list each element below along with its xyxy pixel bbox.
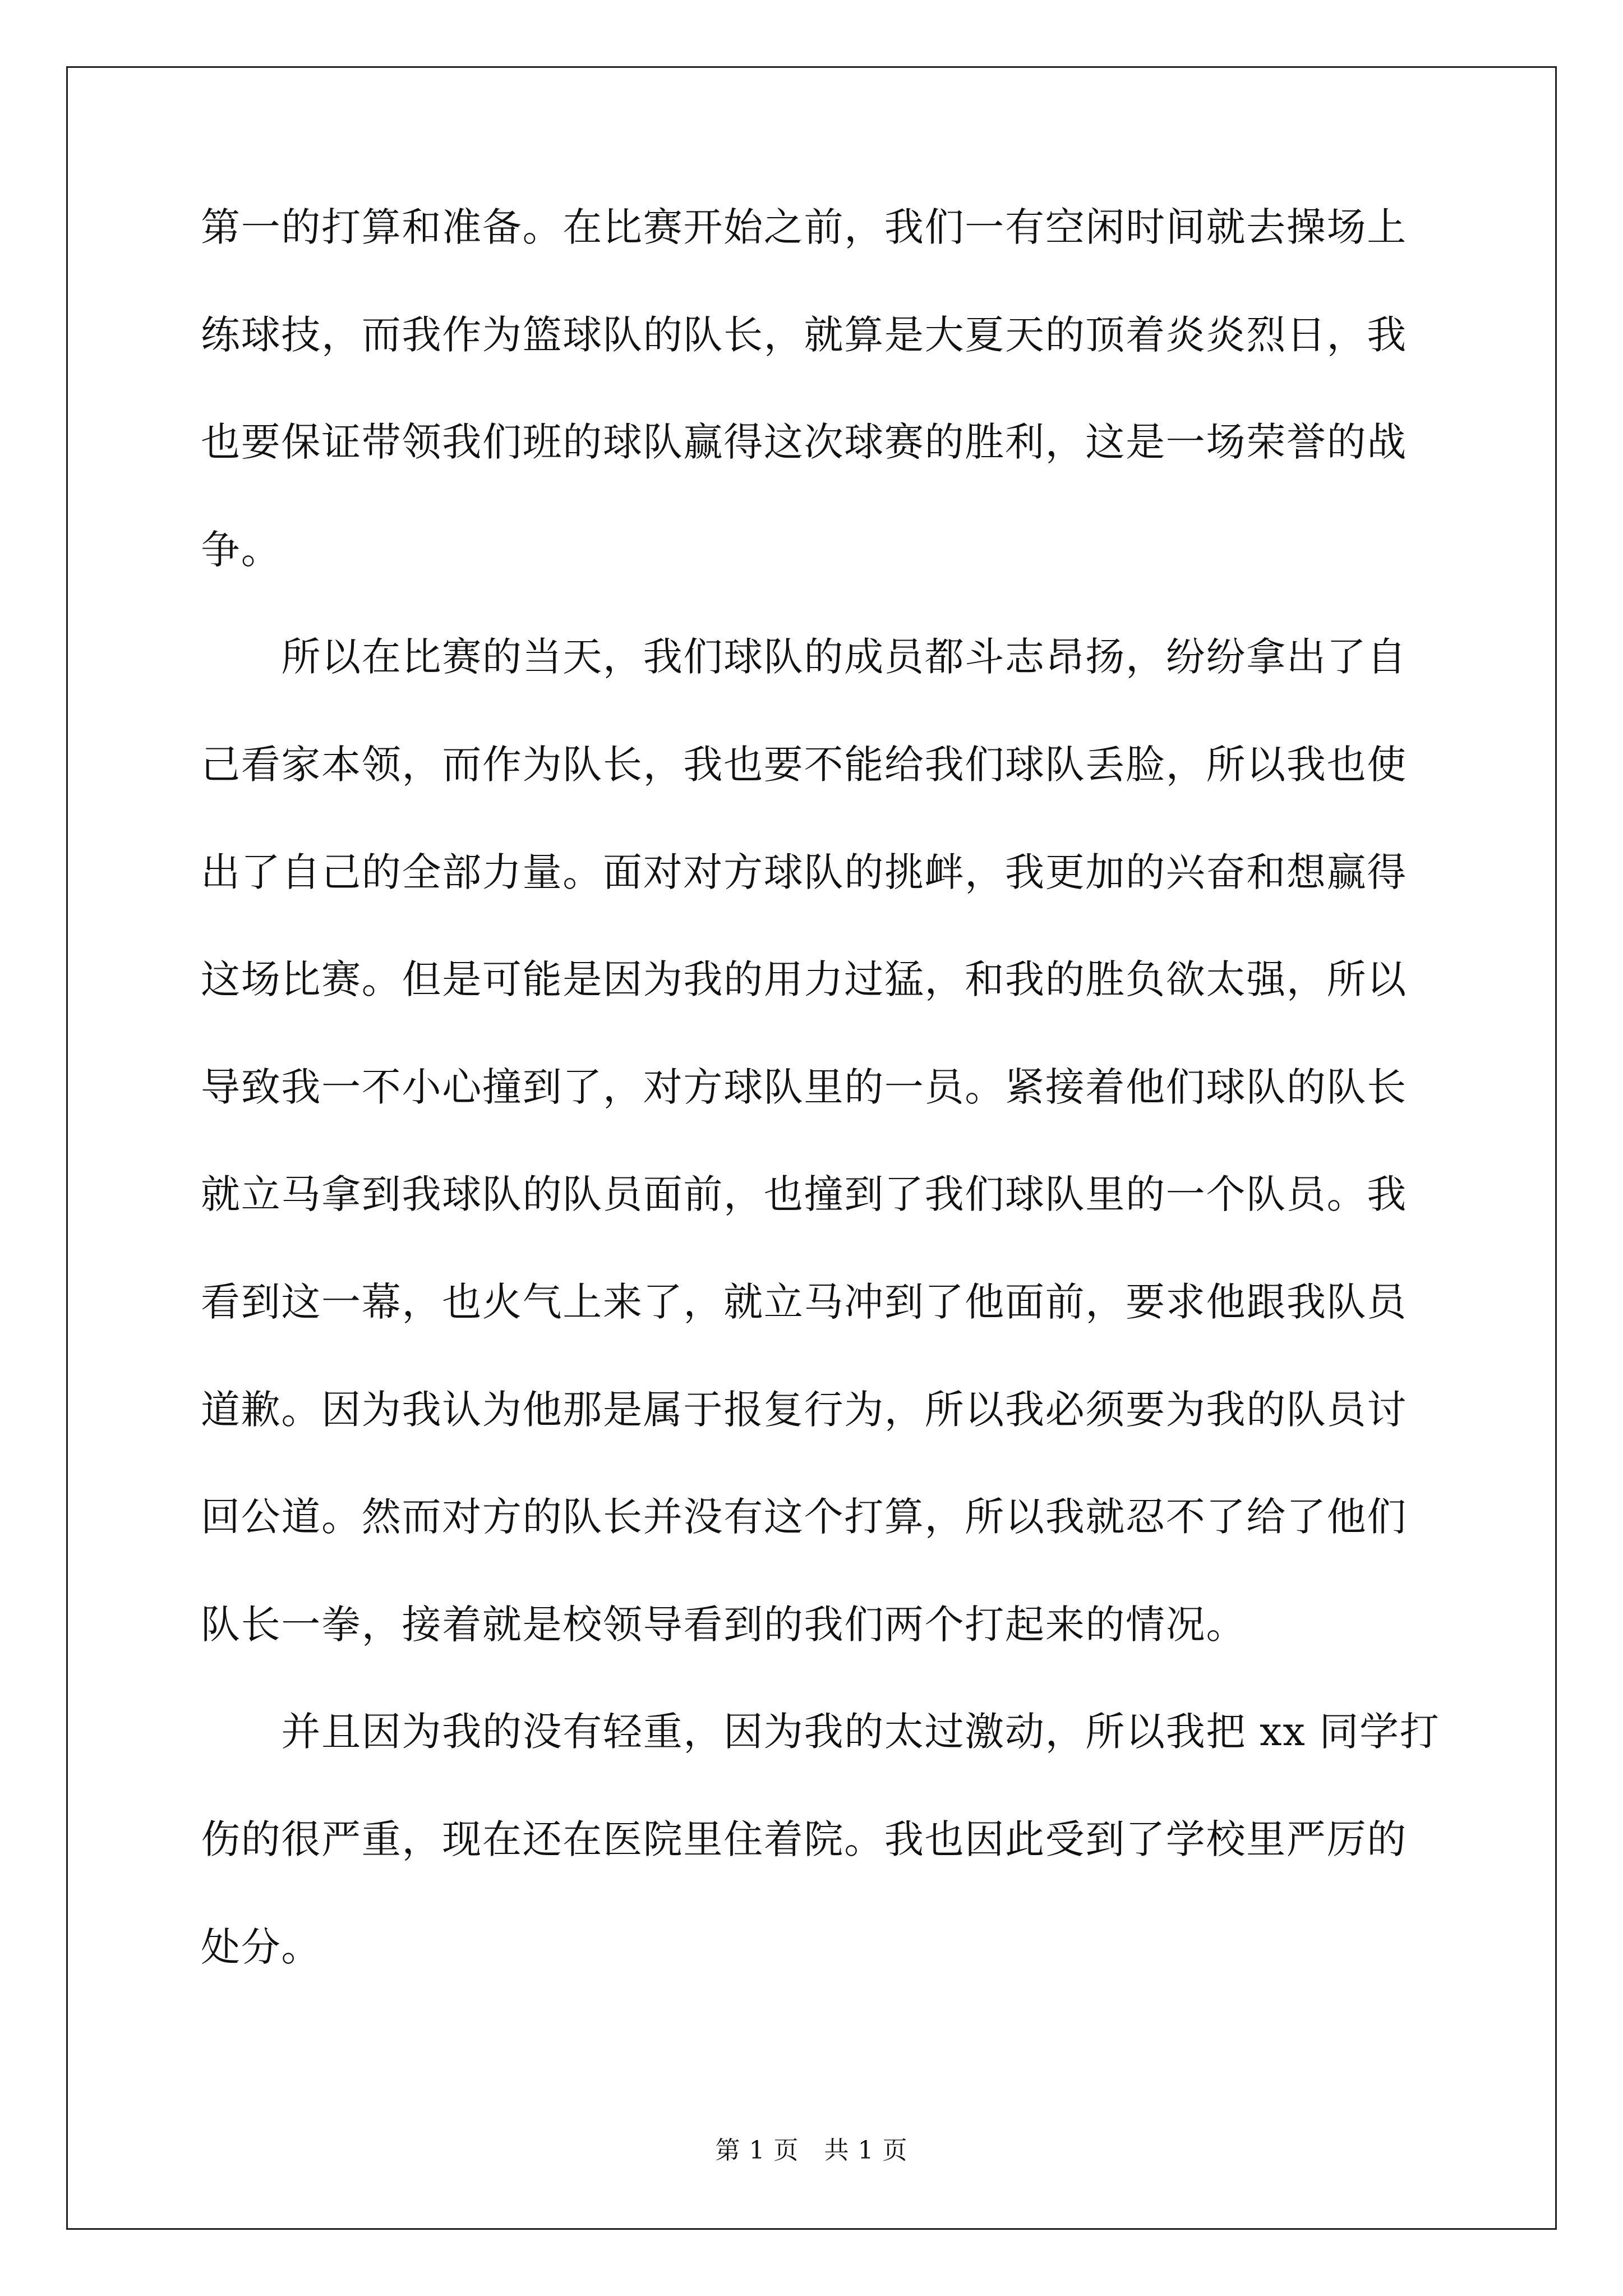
text-line: 道歉。因为我认为他那是属于报复行为，所以我必须要为我的队员讨 — [201, 1386, 1407, 1433]
text-line: 也要保证带领我们班的球队赢得这次球赛的胜利，这是一场荣誉的战 — [201, 419, 1407, 466]
text-line: 队长一拳，接着就是校领导看到的我们两个打起来的情况。 — [201, 1601, 1247, 1648]
text-line: 看到这一幕，也火气上来了，就立马冲到了他面前，要求他跟我队员 — [201, 1278, 1407, 1325]
text-line: 伤的很严重，现在还在医院里住着院。我也因此受到了学校里严厉的 — [201, 1816, 1407, 1862]
text-line: 回公道。然而对方的队长并没有这个打算，所以我就忍不了给了他们 — [201, 1494, 1407, 1540]
text-line: 出了自己的全部力量。面对对方球队的挑衅，我更加的兴奋和想赢得 — [201, 849, 1407, 895]
text-line: 这场比赛。但是可能是因为我的用力过猛，和我的胜负欲太强，所以 — [201, 956, 1407, 1003]
page-number-footer: 第 1 页 共 1 页 — [715, 2136, 908, 2165]
text-line: 并且因为我的没有轻重，因为我的太过激动，所以我把 xx 同学打 — [201, 1709, 1440, 1755]
text-line: 争。 — [201, 526, 282, 573]
text-line: 导致我一不小心撞到了，对方球队里的一员。紧接着他们球队的队长 — [201, 1064, 1407, 1110]
text-line: 第一的打算和准备。在比赛开始之前，我们一有空闲时间就去操场上 — [201, 204, 1407, 250]
text-line: 就立马拿到我球队的队员面前，也撞到了我们球队里的一个队员。我 — [201, 1171, 1407, 1218]
text-line: 练球技，而我作为篮球队的队长，就算是大夏天的顶着炎炎烈日，我 — [201, 311, 1407, 358]
text-line: 己看家本领，而作为队长，我也要不能给我们球队丢脸，所以我也使 — [201, 741, 1407, 788]
text-line: 处分。 — [201, 1924, 322, 1970]
document-body — [201, 204, 1440, 2035]
text-line: 所以在比赛的当天，我们球队的成员都斗志昂扬，纷纷拿出了自 — [201, 634, 1407, 680]
